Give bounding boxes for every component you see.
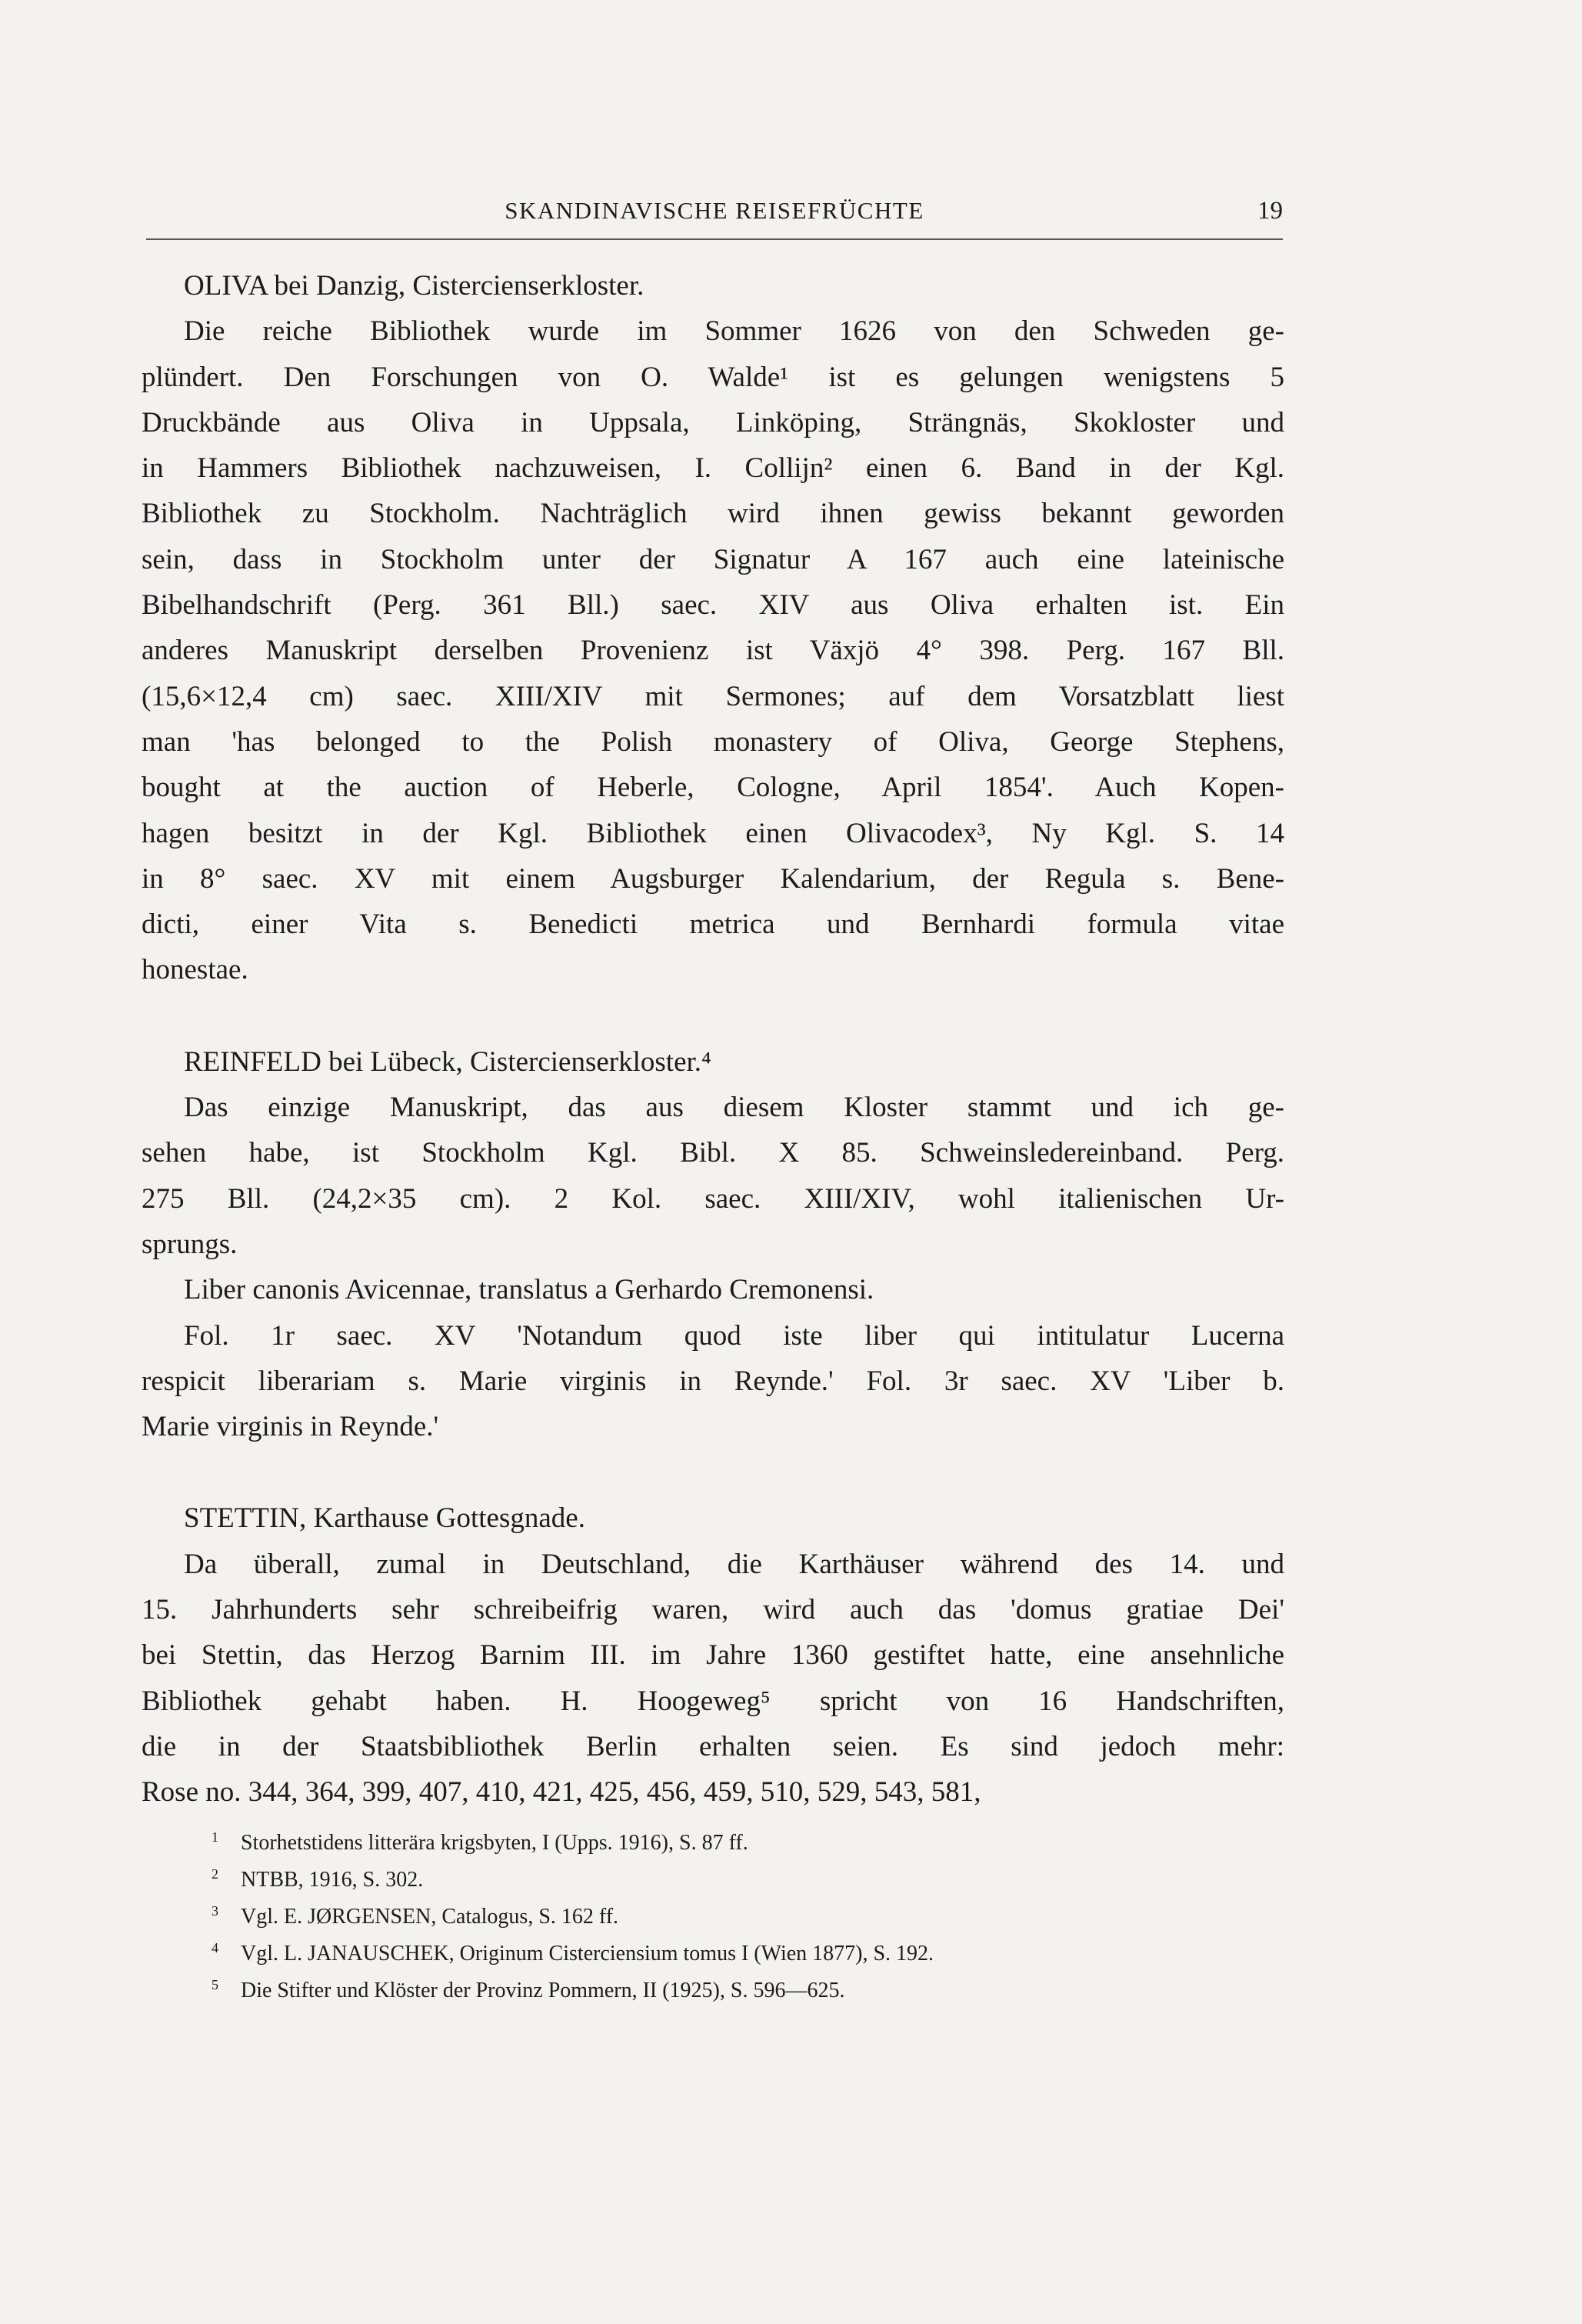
text-line: Die reiche Bibliothek wurde im Sommer 1626 von den Schweden ge- (184, 315, 1284, 348)
footnote-text: NTBB, 1916, S. 302. (241, 1868, 424, 1892)
text-line: Liber canonis Avicennae, translatus a Gerhardo Cremonensi. (184, 1274, 874, 1306)
footnote-text: Vgl. L. JANAUSCHEK, Originum Cisterciensium tomus I (Wien 1877), S. 192. (241, 1942, 934, 1966)
text-line: die in der Staatsbibliothek Berlin erhalten seien. Es sind jedoch mehr: (142, 1730, 1284, 1762)
section-gap (142, 993, 1284, 1039)
footnote (211, 1859, 1284, 1896)
text-line: hagen besitzt in der Kgl. Bibliothek einen Olivacodex³, Ny Kgl. S. 14 (142, 817, 1284, 849)
footnote-number: 1 (211, 1829, 218, 1845)
text-line: 275 Bll. (24,2×35 cm). 2 Kol. saec. XIII/XIV, wohl italienischen Ur- (142, 1182, 1284, 1215)
text-line: sehen habe, ist Stockholm Kgl. Bibl. X 85. Schweinsledereinband. Perg. (142, 1137, 1284, 1169)
footnote-text: Vgl. E. JØRGENSEN, Catalogus, S. 162 ff. (241, 1905, 619, 1929)
text-line: Das einzige Manuskript, das aus diesem Kloster stammt und ich ge- (184, 1092, 1284, 1124)
footnote-number: 4 (211, 1940, 218, 1956)
footnote-number: 3 (211, 1903, 218, 1919)
footnote-text: Die Stifter und Klöster der Provinz Pommern, II (1925), S. 596—625. (241, 1979, 845, 2002)
text-line: (15,6×12,4 cm) saec. XIII/XIV mit Sermones; auf dem Vorsatzblatt liest (142, 680, 1284, 712)
text-line: 15. Jahrhunderts sehr schreibeifrig waren, wird auch das 'domus gratiae Dei' (142, 1594, 1284, 1626)
footnote (211, 1969, 1284, 2006)
section-heading: REINFELD bei Lübeck, Cistercienserkloster.⁴ (184, 1045, 711, 1078)
footnote-number: 2 (211, 1866, 218, 1882)
section-reinfeld (142, 1039, 1284, 1450)
running-header (146, 197, 1283, 240)
text-line: Da überall, zumal in Deutschland, die Karthäuser während des 14. und (184, 1548, 1284, 1580)
text-line: Bibliothek zu Stockholm. Nachträglich wird ihnen gewiss bekannt geworden (142, 498, 1284, 530)
text-line: respicit liberariam s. Marie virginis in Reynde.' Fol. 3r saec. XV 'Liber b. (142, 1365, 1284, 1397)
section-stettin (142, 1495, 1284, 1815)
text-line: Marie virginis in Reynde.' (142, 1411, 439, 1443)
text-line: sprungs. (142, 1228, 238, 1260)
text-line: Bibliothek gehabt haben. H. Hoogeweg⁵ spricht von 16 Handschriften, (142, 1685, 1284, 1717)
text-line: honestae. (142, 954, 248, 986)
section-heading: OLIVA bei Danzig, Cistercienserkloster. (184, 270, 644, 302)
running-title: SKANDINAVISCHE REISEFRÜCHTE (505, 197, 924, 224)
text-line: Fol. 1r saec. XV 'Notandum quod iste liber qui intitulatur Lucerna (184, 1319, 1284, 1352)
section-heading: STETTIN, Karthause Gottesgnade. (184, 1502, 585, 1535)
text-line: man 'has belonged to the Polish monastery of Oliva, George Stephens, (142, 725, 1284, 758)
text-line: Bibelhandschrift (Perg. 361 Bll.) saec. XIV aus Oliva erhalten ist. Ein (142, 589, 1284, 622)
section-gap (142, 1449, 1284, 1495)
footnotes (211, 1822, 1284, 2006)
text-line: bought at the auction of Heberle, Cologne, April 1854'. Auch Kopen- (142, 772, 1284, 804)
page-number: 19 (1257, 197, 1283, 225)
text-line: Druckbände aus Oliva in Uppsala, Linköping, Strängnäs, Skokloster und (142, 406, 1284, 438)
text-line: in 8° saec. XV mit einem Augsburger Kalendarium, der Regula s. Bene- (142, 862, 1284, 895)
text-line: anderes Manuskript derselben Provenienz ist Växjö 4° 398. Perg. 167 Bll. (142, 635, 1284, 667)
footnote (211, 1822, 1284, 1859)
footnote (211, 1932, 1284, 1969)
footnote-text: Storhetstidens litterära krigsbyten, I (Upps. 1916), S. 87 ff. (241, 1831, 748, 1855)
text-line: in Hammers Bibliothek nachzuweisen, I. Collijn² einen 6. Band in der Kgl. (142, 452, 1284, 485)
text-line: sein, dass in Stockholm unter der Signatur A 167 auch eine lateinische (142, 543, 1284, 575)
footnote-number: 5 (211, 1977, 218, 1992)
text-line: Rose no. 344, 364, 399, 407, 410, 421, 425, 456, 459, 510, 529, 543, 581, (142, 1776, 981, 1809)
text-line: plündert. Den Forschungen von O. Walde¹ ist es gelungen wenigstens 5 (142, 361, 1284, 393)
footnote (211, 1896, 1284, 1932)
text-line: dicti, einer Vita s. Benedicti metrica und Bernhardi formula vitae (142, 909, 1284, 941)
body-text (142, 263, 1284, 1816)
section-oliva (142, 263, 1284, 993)
text-line: bei Stettin, das Herzog Barnim III. im Jahre 1360 gestiftet hatte, eine ansehnliche (142, 1639, 1284, 1672)
